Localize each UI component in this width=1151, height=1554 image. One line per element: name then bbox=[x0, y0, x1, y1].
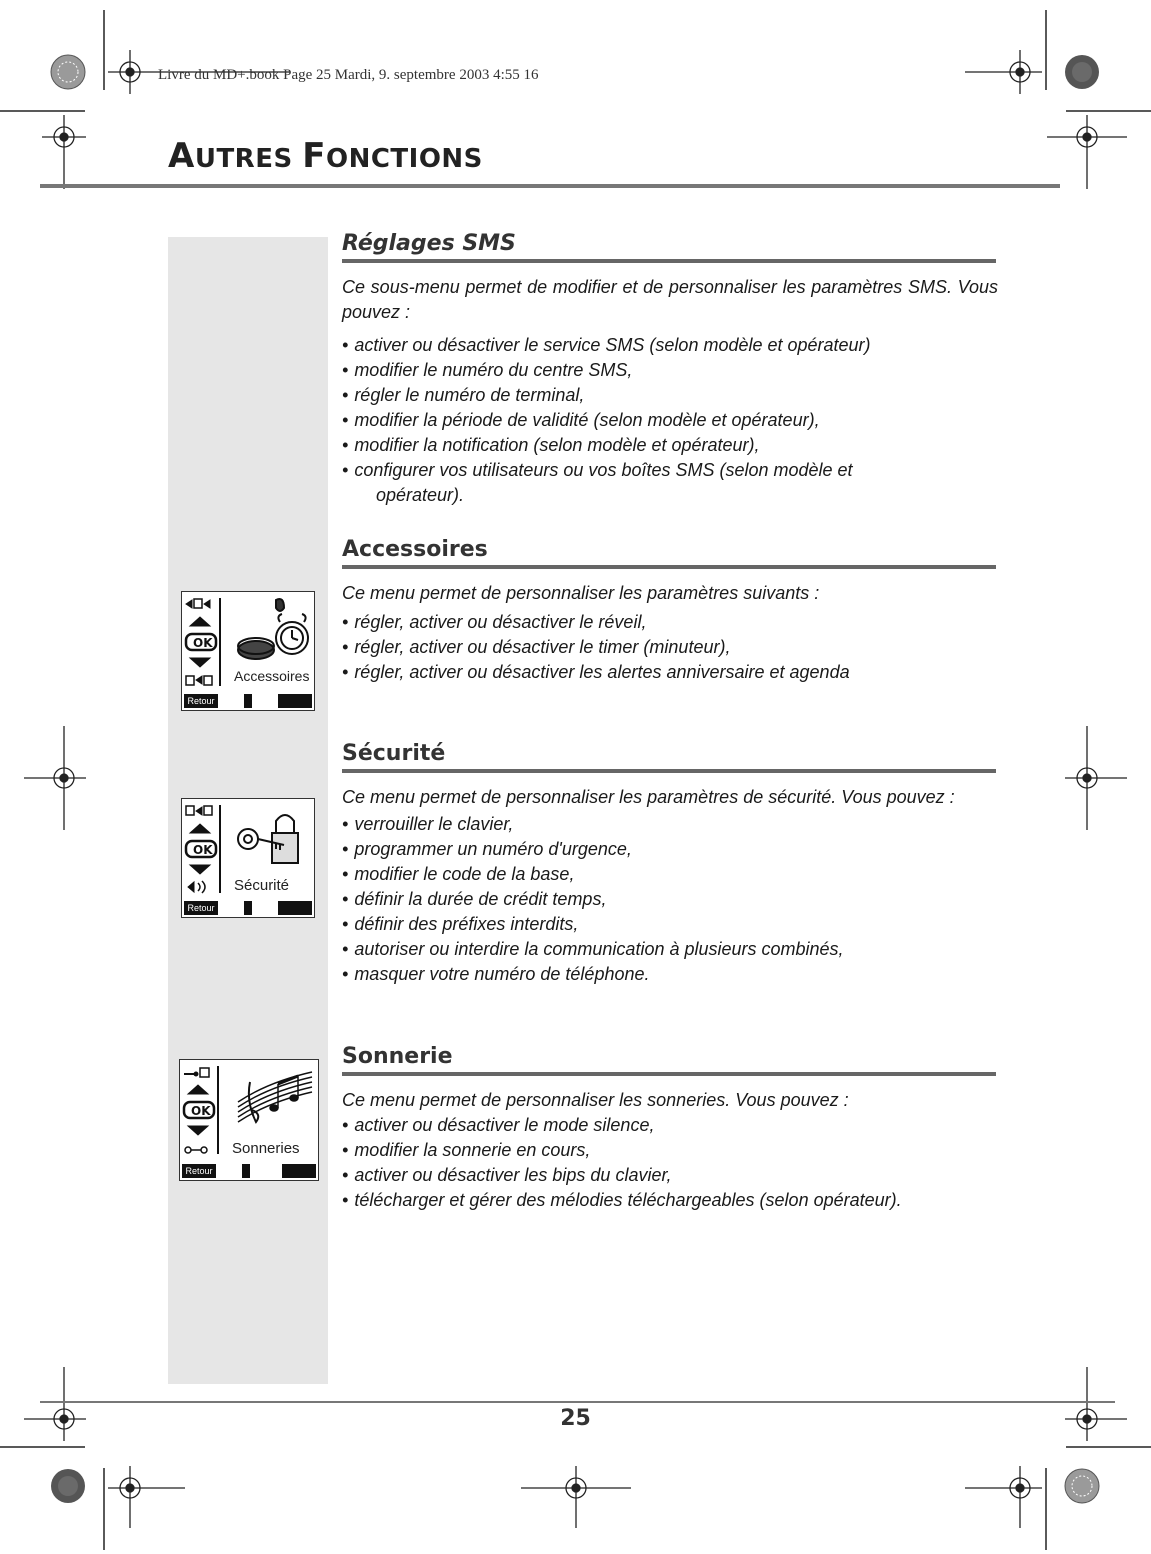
list-item: • activer ou désactiver le service SMS (selon modèle et opérateur) bbox=[342, 333, 998, 358]
bullet-list bbox=[342, 1113, 998, 1213]
list-item-continuation: opérateur). bbox=[376, 485, 465, 505]
section-title: Réglages SMS bbox=[342, 231, 516, 256]
page-number: 25 bbox=[560, 1406, 591, 1431]
list-item: • modifier la sonnerie en cours, bbox=[342, 1138, 998, 1163]
section-security bbox=[342, 739, 998, 987]
softkey-left: Retour bbox=[182, 1164, 216, 1178]
phone-screen-accessories bbox=[181, 591, 315, 711]
softkey-right bbox=[278, 694, 312, 708]
list-item: • modifier le numéro du centre SMS, bbox=[342, 358, 998, 383]
softkey-right bbox=[278, 901, 312, 915]
bullet-list bbox=[342, 812, 998, 987]
padlock-key-icon bbox=[234, 805, 310, 871]
section-ringtone bbox=[342, 1042, 998, 1213]
section-rule bbox=[342, 565, 996, 569]
softkey-bar bbox=[184, 694, 312, 708]
section-title: Sécurité bbox=[342, 741, 446, 766]
list-item: • programmer un numéro d'urgence, bbox=[342, 837, 998, 862]
list-item: • verrouiller le clavier, bbox=[342, 812, 998, 837]
softkey-middle bbox=[244, 694, 252, 708]
navigation-arrows-icon bbox=[182, 1064, 226, 1156]
section-intro: Ce menu permet de personnaliser les paramètres de sécurité. Vous pouvez : bbox=[342, 787, 955, 807]
chapter-title-initial-2: F bbox=[302, 136, 326, 176]
screen-caption: Sonneries bbox=[232, 1140, 300, 1157]
section-rule bbox=[342, 769, 996, 773]
chapter-rule bbox=[40, 184, 1060, 188]
list-item: • définir des préfixes interdits, bbox=[342, 912, 998, 937]
softkey-right bbox=[282, 1164, 316, 1178]
list-item: • régler, activer ou désactiver les alertes anniversaire et agenda bbox=[342, 660, 998, 685]
list-item: • régler, activer ou désactiver le réveil, bbox=[342, 610, 998, 635]
list-item: • masquer votre numéro de téléphone. bbox=[342, 962, 998, 987]
navigation-arrows-icon bbox=[184, 803, 228, 895]
list-item: • modifier la période de validité (selon modèle et opérateur), bbox=[342, 408, 998, 433]
section-rule bbox=[342, 259, 996, 263]
list-item: • modifier le code de la base, bbox=[342, 862, 998, 887]
list-item: • activer ou désactiver le mode silence, bbox=[342, 1113, 998, 1138]
list-item: • configurer vos utilisateurs ou vos boîtes SMS (selon modèle et bbox=[342, 458, 998, 483]
section-title: Sonnerie bbox=[342, 1044, 453, 1069]
softkey-bar bbox=[184, 901, 312, 915]
softkey-left: Retour bbox=[184, 901, 218, 915]
navigation-arrows-icon bbox=[184, 596, 228, 688]
phone-screen-security bbox=[181, 798, 315, 918]
list-item: • régler le numéro de terminal, bbox=[342, 383, 998, 408]
list-item: • régler, activer ou désactiver le timer (minuteur), bbox=[342, 635, 998, 660]
list-item: • télécharger et gérer des mélodies téléchargeables (selon opérateur). bbox=[342, 1188, 998, 1213]
softkey-middle bbox=[244, 901, 252, 915]
svg-text:OK: OK bbox=[193, 636, 213, 650]
alarm-clock-icon bbox=[232, 594, 312, 666]
phone-screen-ringtones bbox=[179, 1059, 319, 1181]
bullet-list bbox=[342, 333, 998, 483]
screen-caption: Sécurité bbox=[234, 877, 290, 894]
section-accessories bbox=[342, 535, 998, 685]
section-title: Accessoires bbox=[342, 537, 488, 562]
bullet-list bbox=[342, 610, 998, 685]
section-sms-settings bbox=[342, 229, 998, 508]
chapter-title-initial-1: A bbox=[168, 136, 195, 176]
softkey-left: Retour bbox=[184, 694, 218, 708]
footer-rule bbox=[40, 1401, 1115, 1403]
svg-text:OK: OK bbox=[193, 843, 213, 857]
chapter-title-rest-1: UTRES bbox=[194, 144, 303, 174]
chapter-title-rest-2: ONCTIONS bbox=[325, 144, 483, 174]
softkey-bar bbox=[182, 1164, 316, 1178]
screen-caption: Accessoires bbox=[234, 668, 310, 684]
list-item: • définir la durée de crédit temps, bbox=[342, 887, 998, 912]
section-intro: Ce menu permet de personnaliser les sonneries. Vous pouvez : bbox=[342, 1090, 849, 1110]
softkey-middle bbox=[242, 1164, 250, 1178]
list-item: • autoriser ou interdire la communication à plusieurs combinés, bbox=[342, 937, 998, 962]
music-notes-icon bbox=[234, 1062, 316, 1134]
print-slug: Livre du MD+.book Page 25 Mardi, 9. septembre 2003 4:55 16 bbox=[158, 67, 539, 83]
svg-text:OK: OK bbox=[191, 1104, 211, 1118]
section-intro: Ce sous-menu permet de modifier et de personnaliser les paramètres SMS. Vous pouvez : bbox=[342, 277, 998, 322]
section-rule bbox=[342, 1072, 996, 1076]
chapter-title bbox=[168, 136, 483, 176]
section-intro: Ce menu permet de personnaliser les paramètres suivants : bbox=[342, 583, 820, 603]
list-item: • modifier la notification (selon modèle et opérateur), bbox=[342, 433, 998, 458]
list-item: • activer ou désactiver les bips du clavier, bbox=[342, 1163, 998, 1188]
